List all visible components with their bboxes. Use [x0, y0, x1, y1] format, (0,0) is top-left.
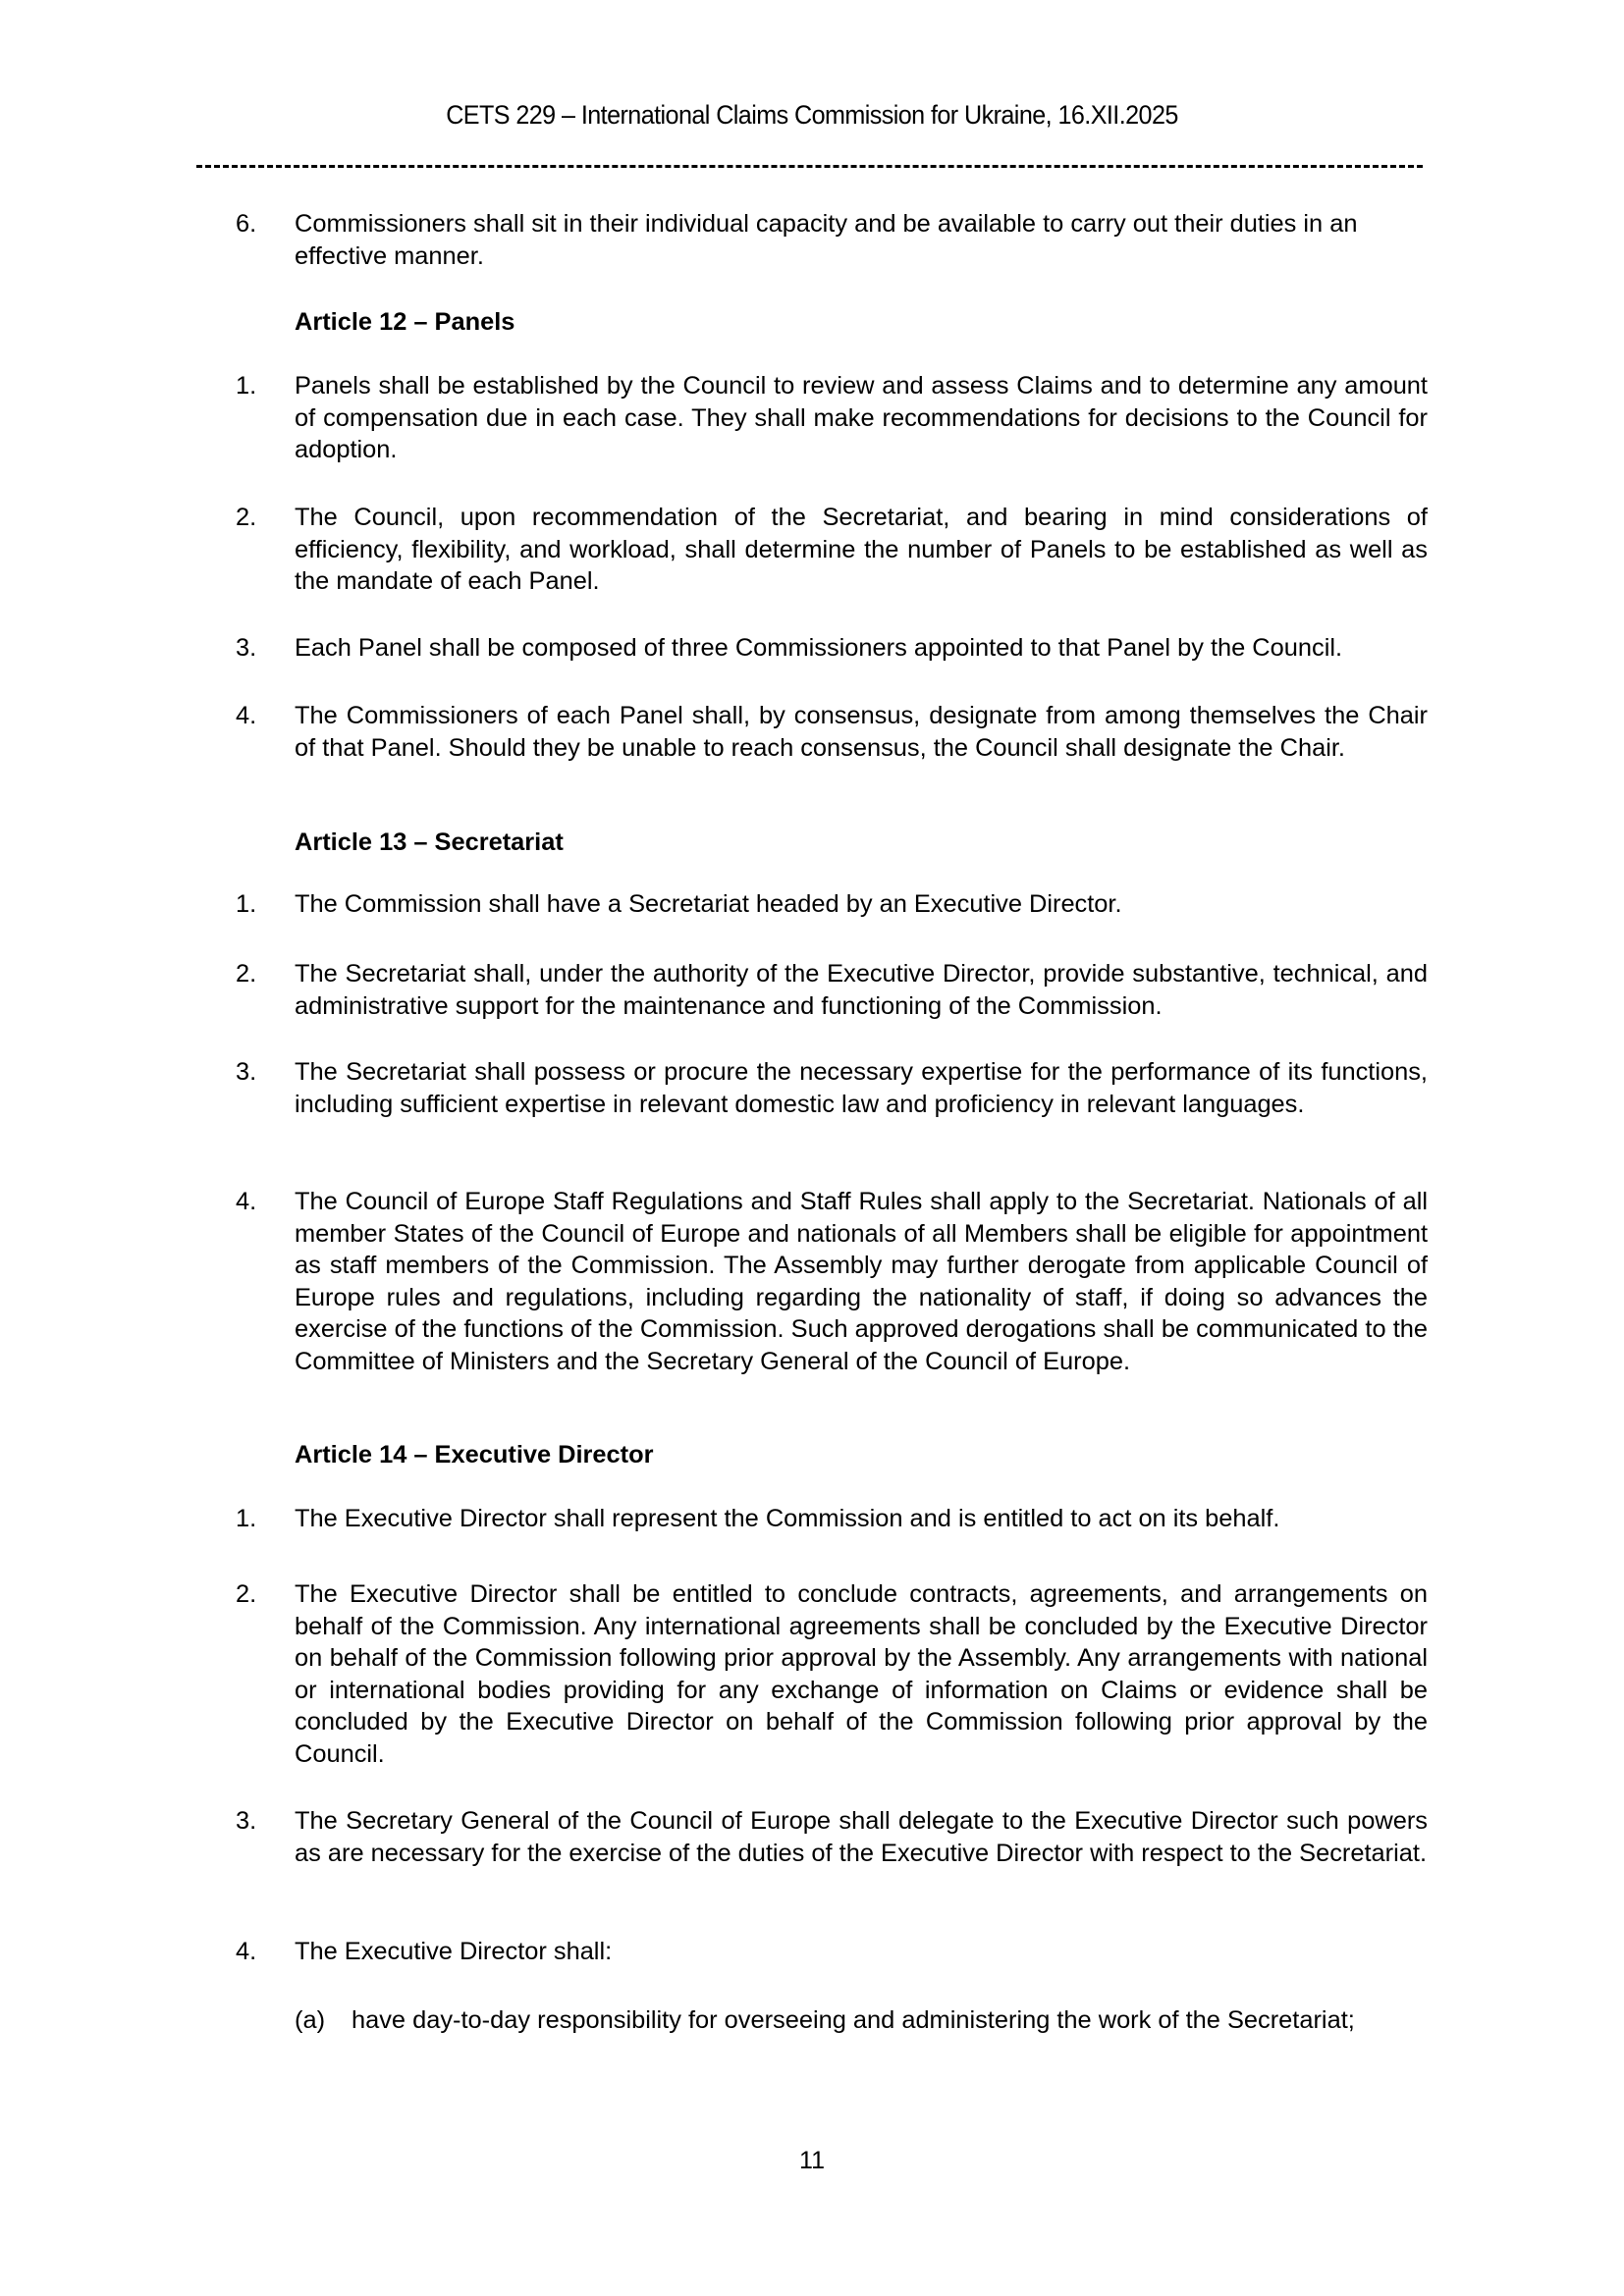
item-number: 1. — [236, 1505, 257, 1532]
item-number: 3. — [236, 1058, 257, 1086]
paragraph-item — [236, 1503, 1428, 1535]
article-heading: Article 13 – Secretariat — [295, 828, 564, 856]
paragraph-item — [236, 208, 1428, 272]
item-number: 2. — [236, 504, 257, 531]
article-12-heading-block — [236, 306, 1428, 339]
paragraph-item — [236, 1056, 1428, 1120]
item-text: The Secretariat shall, under the authority of the Executive Director, provide substantive, technical, and administrative support for the maintenance and functioning of the Commission. — [295, 960, 1428, 1020]
item-number: 2. — [236, 1580, 257, 1608]
item-number: 3. — [236, 1807, 257, 1835]
article-13-heading-block — [236, 827, 1428, 859]
article-14-heading-block — [236, 1439, 1428, 1471]
item-text: Panels shall be established by the Council to review and assess Claims and to determine any amount of compensation due in each case. They shall make recommendations for decisions to the Council for adoption. — [295, 372, 1428, 464]
item-text: Each Panel shall be composed of three Commissioners appointed to that Panel by the Council. — [295, 634, 1343, 662]
item-text: The Executive Director shall: — [295, 1938, 613, 1965]
item-text: Commissioners shall sit in their individual capacity and be available to carry out their duties in an effective manner. — [295, 210, 1358, 270]
paragraph-item — [236, 700, 1428, 764]
sub-item-letter: (a) — [295, 2006, 326, 2034]
item-text: The Council of Europe Staff Regulations and Staff Rules shall apply to the Secretariat. Nationals of all member States of the Council of Europe and nationals of all Members shall be eligible for appointment as staff members of the Commission. The Assembly may further derogate from applicable Council of Europe rules and regulations, including regarding the nationality of staff, if doing so advances the exercise of the functions of the Commission. Such approved derogations shall be communicated to the Committee of Ministers and the Secretary General of the Council of Europe. — [295, 1188, 1428, 1375]
item-number: 1. — [236, 890, 257, 918]
article-heading: Article 12 – Panels — [295, 308, 515, 336]
item-text: The Executive Director shall represent the Commission and is entitled to act on its behalf. — [295, 1505, 1280, 1532]
paragraph-item — [236, 888, 1428, 921]
page-number: 11 — [799, 2147, 825, 2174]
item-number: 1. — [236, 372, 257, 400]
item-number: 4. — [236, 1188, 257, 1215]
paragraph-item — [236, 502, 1428, 598]
item-text: The Commissioners of each Panel shall, by consensus, designate from among themselves the Chair of that Panel. Should they be unable to reach consensus, the Council shall designate the Chair. — [295, 702, 1428, 762]
paragraph-item — [236, 632, 1428, 665]
header-rule — [196, 165, 1423, 168]
item-text: The Executive Director shall be entitled to conclude contracts, agreements, and arrangements on behalf of the Commission. Any international agreements shall be concluded by the Executive Director on behalf of the Commission following prior approval by the Assembly. Any arrangements with national or international bodies providing for any exchange of information on Claims or evidence shall be concluded by the Executive Director on behalf of the Commission following prior approval by the Council. — [295, 1580, 1428, 1768]
paragraph-item — [236, 1186, 1428, 1378]
item-text: The Commission shall have a Secretariat headed by an Executive Director. — [295, 890, 1122, 918]
item-text: The Secretariat shall possess or procure the necessary expertise for the performance of its functions, including sufficient expertise in relevant domestic law and proficiency in relevant languages. — [295, 1058, 1428, 1118]
item-text: The Council, upon recommendation of the Secretariat, and bearing in mind considerations of efficiency, flexibility, and workload, shall determine the number of Panels to be established as well as the mandate of each Panel. — [295, 504, 1428, 596]
sub-item — [295, 2004, 1428, 2037]
article-heading: Article 14 – Executive Director — [295, 1441, 654, 1468]
running-header: CETS 229 – International Claims Commission for Ukraine, 16.XII.2025 — [446, 100, 1178, 130]
item-number: 4. — [236, 702, 257, 729]
paragraph-item — [236, 958, 1428, 1022]
paragraph-item — [236, 1805, 1428, 1869]
item-number: 3. — [236, 634, 257, 662]
item-text: The Secretary General of the Council of Europe shall delegate to the Executive Director such powers as are necessary for the exercise of the duties of the Executive Director with respect to the Secretariat. — [295, 1807, 1428, 1867]
paragraph-item — [236, 1936, 1428, 1968]
item-number: 2. — [236, 960, 257, 988]
item-number: 6. — [236, 210, 257, 238]
paragraph-item — [236, 1578, 1428, 1771]
item-number: 4. — [236, 1938, 257, 1965]
sub-item-text: have day-to-day responsibility for overseeing and administering the work of the Secretariat; — [352, 2006, 1355, 2034]
paragraph-item — [236, 370, 1428, 466]
